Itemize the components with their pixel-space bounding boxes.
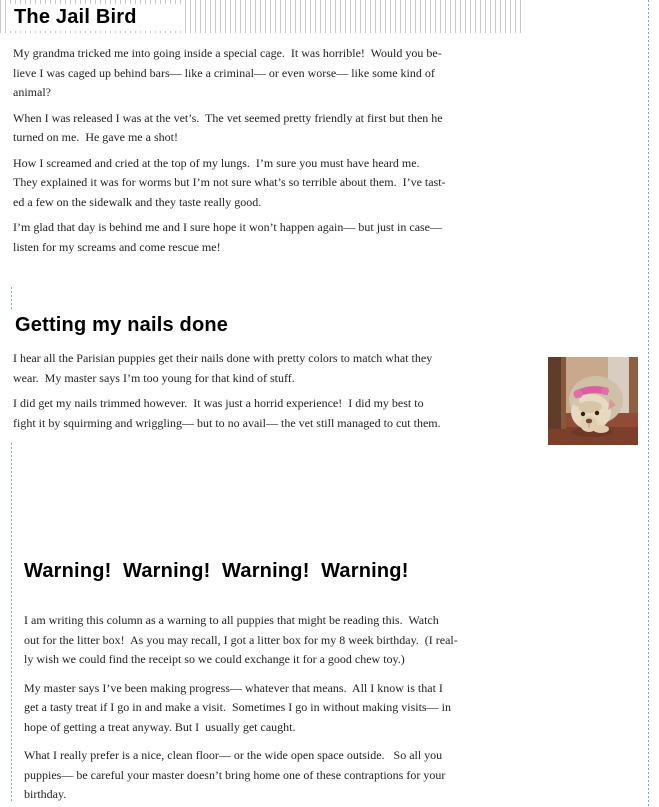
section-getting-nails-done [13,313,441,439]
paragraph [13,218,446,257]
section-jail-bird [13,44,446,263]
text-line: turned on me. He gave me a shot! [13,130,178,144]
text-line: puppies— be careful your master doesn’t bring home one of these contraptions for your [24,767,446,782]
text-line: I did get my nails trimmed however. It was just a horrid experience! I did my best to [13,396,424,410]
paragraph [24,679,458,738]
section-heading: Getting my nails done [15,314,229,336]
right-margin-guide [648,0,649,807]
text-line: What I really prefer is a nice, clean floor— or the wide open space outside. So all you [24,748,443,762]
puppy-photo[interactable] [548,357,638,445]
text-line: I’m glad that day is behind me and I sure hope it won’t happen again— but just in case— [13,220,443,234]
page-title: The Jail Bird [8,4,183,31]
paragraph [13,349,441,388]
paragraph [24,611,458,670]
text-line: lieve I was caged up behind bars— like a criminal— or even worse— like some kind of [13,65,435,80]
text-line: They explained it was for worms but I’m not sure what’s so terrible about them. I’ve tast- [13,175,446,189]
text-line: How I screamed and cried at the top of my lungs. I’m sure you must have heard me. [13,155,420,170]
text-line: When I was released I was at the vet’s. The vet seemed pretty friendly at first but then he [13,110,443,125]
text-line: My master says I’ve been making progress— whatever that means. All I know is that I [24,680,443,695]
section-body [24,611,458,805]
text-line: listen for my screams and come rescue me! [13,239,221,254]
text-line: I hear all the Parisian puppies get their nails done with pretty colors to match what they [13,351,433,365]
section-heading: Warning! Warning! Warning! Warning! [24,560,409,582]
text-line: ly wish we could find the receipt so we could exchange it for a good chew toy.) [24,652,405,666]
text-line: hope of getting a treat anyway. But I usually get caught. [24,719,296,734]
section-body [13,44,446,257]
text-line: I am writing this column as a warning to all puppies that might be reading this. Watch [24,613,439,627]
paragraph [13,44,446,103]
paragraph [13,109,446,148]
text-line: fight it by squirming and wriggling— but to no avail— the vet still managed to cut them. [13,415,441,430]
text-line: wear. My master says I’m too young for that kind of stuff. [13,370,295,385]
section-warning [24,559,458,807]
paragraph [13,154,446,213]
left-margin-guide-upper [11,287,12,311]
text-line: get a tasty treat if I go in and make a visit. Sometimes I go in without making visits— in [24,700,451,714]
text-line: animal? [13,85,51,99]
section-body [13,349,441,433]
paragraph [24,746,458,805]
left-margin-guide-lower [11,443,12,803]
text-line: My grandma tricked me into going inside a special cage. It was horrible! Would you be- [13,46,442,60]
paragraph [13,394,441,433]
text-line: birthday. [24,787,67,801]
text-line: out for the litter box! As you may recall, I got a litter box for my 8 week birthday. (I real- [24,632,458,647]
text-line: ed a few on the sidewalk and they taste really good. [13,194,262,209]
puppy-photo-illustration [548,357,638,445]
